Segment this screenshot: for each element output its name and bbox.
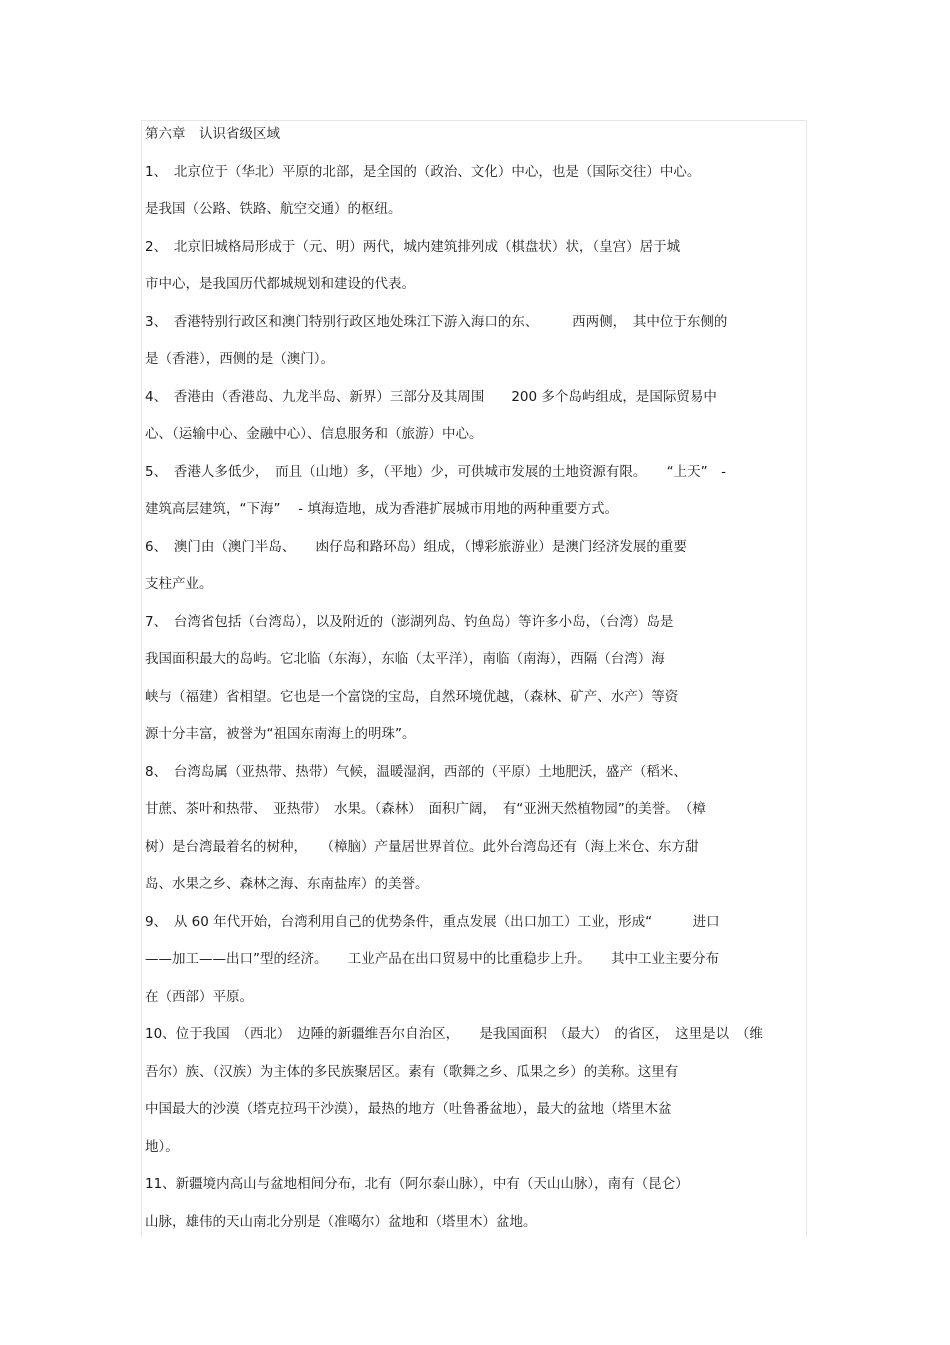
text-line: 5、 香港人多低少， 而且（山地）多，（平地）少，可供城市发展的土地资源有限。 “上天” -: [145, 463, 726, 480]
text-line: 1、 北京位于（华北）平原的北部，是全国的（政治、文化）中心，也是（国际交往）中心。: [145, 163, 701, 180]
text-line: 支柱产业。: [145, 576, 213, 592]
text-line: 心、（运输中心、金融中心）、信息服务和（旅游）中心。: [145, 426, 483, 442]
text-line: 我国面积最大的岛屿。它北临（东海），东临（太平洋），南临（南海），西隔（台湾）海: [145, 651, 665, 667]
text-line: 地）。: [145, 1138, 179, 1155]
chapter-title: 第六章 认识省级区域: [145, 126, 280, 142]
text-line: 2、 北京旧城格局形成于（元、明）两代，城内建筑排列成（棋盘状）状，（皇宫）居于城: [145, 238, 681, 255]
text-line: 岛、水果之乡、森林之海、东南盐库）的美誉。: [145, 876, 429, 892]
text-line: 山脉，雄伟的天山南北分别是（准噶尔）盆地和（塔里木）盆地。: [145, 1213, 537, 1230]
text-line: 建筑高层建筑，“下海” - 填海造地，成为香港扩展城市用地的两种重要方式。: [145, 501, 618, 517]
text-line: 3、 香港特别行政区和澳门特别行政区地处珠江下游入海口的东、 西两侧， 其中位于东侧的: [145, 313, 728, 330]
text-line: 是我国（公路、铁路、航空交通）的枢纽。: [145, 201, 402, 217]
text-line: 中国最大的沙漠（塔克拉玛干沙漠），最热的地方（吐鲁番盆地），最大的盆地（塔里木盆: [145, 1101, 672, 1117]
text-line: 11、新疆境内高山与盆地相间分布，北有（阿尔泰山脉），中有（天山山脉），南有（昆仑）: [145, 1176, 689, 1192]
text-line: 是（香港），西侧的是（澳门）。: [145, 351, 334, 367]
text-line: 在（西部）平原。: [145, 988, 253, 1005]
text-line: 市中心，是我国历代都城规划和建设的代表。: [145, 276, 415, 292]
text-line: 10、位于我国 （西北） 边陲的新疆维吾尔自治区， 是我国面积 （最大） 的省区， 这里是以 （维: [145, 1026, 763, 1042]
text-line: 甘蔗、茶叶和热带、 亚热带） 水果。（森林） 面积广阔， 有“亚洲天然植物园”的美誉。 （樟: [145, 801, 706, 817]
text-line: 9、 从 60 年代开始，台湾利用自己的优势条件，重点发展（出口加工）工业，形成“ 进口: [145, 913, 720, 930]
text-line: 吾尔）族、（汉族）为主体的多民族聚居区。素有（歌舞之乡、瓜果之乡）的美称。这里有: [145, 1063, 679, 1080]
text-line: 峡与（福建）省相望。它也是一个富饶的宝岛，自然环境优越，（森林、矿产、水产）等资: [145, 688, 679, 705]
text-line: 8、 台湾岛属（亚热带、热带）气候，温暖湿润，西部的（平原）土地肥沃，盛产（稻米、: [145, 763, 687, 780]
text-line: 源十分丰富，被誉为“祖国东南海上的明珠”。: [145, 726, 416, 742]
text-line: ——加工——出口”型的经济。 工业产品在出口贸易中的比重稳步上升。 其中工业主要分布: [145, 951, 719, 967]
document-body: [145, 124, 805, 1249]
text-line: 6、 澳门由（澳门半岛、 凼仔岛和路环岛）组成，（博彩旅游业）是澳门经济发展的重要: [145, 538, 687, 555]
text-line: 7、 台湾省包括（台湾岛），以及附近的（澎湖列岛、钓鱼岛）等许多小岛，（台湾）岛是: [145, 613, 674, 630]
text-line: 4、 香港由（香港岛、九龙半岛、新界）三部分及其周围 200 多个岛屿组成，是国际贸易中: [145, 388, 717, 405]
text-line: 树）是台湾最着名的树种， （樟脑）产量居世界首位。此外台湾岛还有（海上米仓、东方甜: [145, 838, 699, 855]
